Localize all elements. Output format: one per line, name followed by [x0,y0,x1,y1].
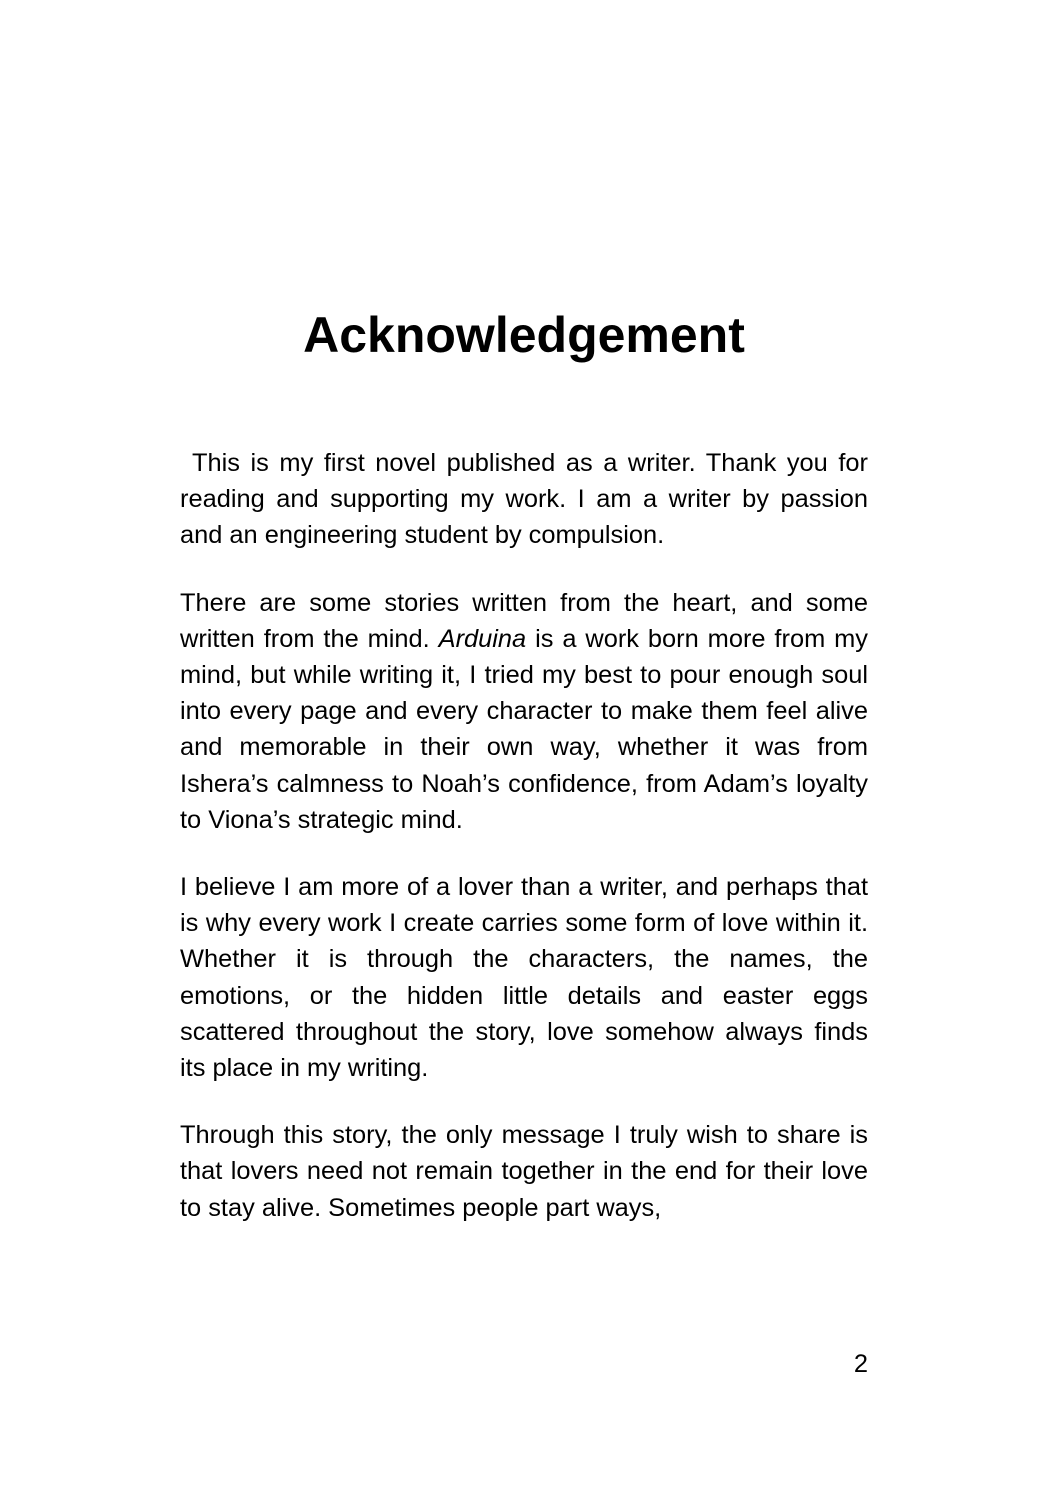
paragraph-1: This is my first novel published as a writer. Thank you for reading and supporting my work. I am a writer by passion and an engineering student by compulsion. [180,449,868,550]
page-title: Acknowledgement [303,307,745,363]
paragraph-3: I believe I am more of a lover than a writer, and perhaps that is why every work I create carries some form of love within it. Whether it is through the characters, the names, the emotions, or the hidden little details and easter eggs scattered throughout the story, love somehow always finds its place in my writing. [180,873,868,1083]
page-number: 2 [853,1350,868,1378]
body-text [180,445,868,1257]
paragraph-4: Through this story, the only message I truly wish to share is that lovers need not remain together in the end for their love to stay alive. Sometimes people part ways, [180,1121,868,1222]
paragraph-2 [180,585,868,838]
paragraph-2-text-start: There are some stories written from the heart, and some written from the mind. [180,588,868,653]
paragraph-2-text-end: is a work born more from my mind, but while writing it, I tried my best to pour enough soul into every page and every character to make them feel alive and memorable in their own way, whether it was from Ishera’s calmness to Noah’s confidence, from Adam’s loyalty to Viona’s strategic mind. [180,624,868,834]
novel-title-italic: Arduina [438,624,527,653]
